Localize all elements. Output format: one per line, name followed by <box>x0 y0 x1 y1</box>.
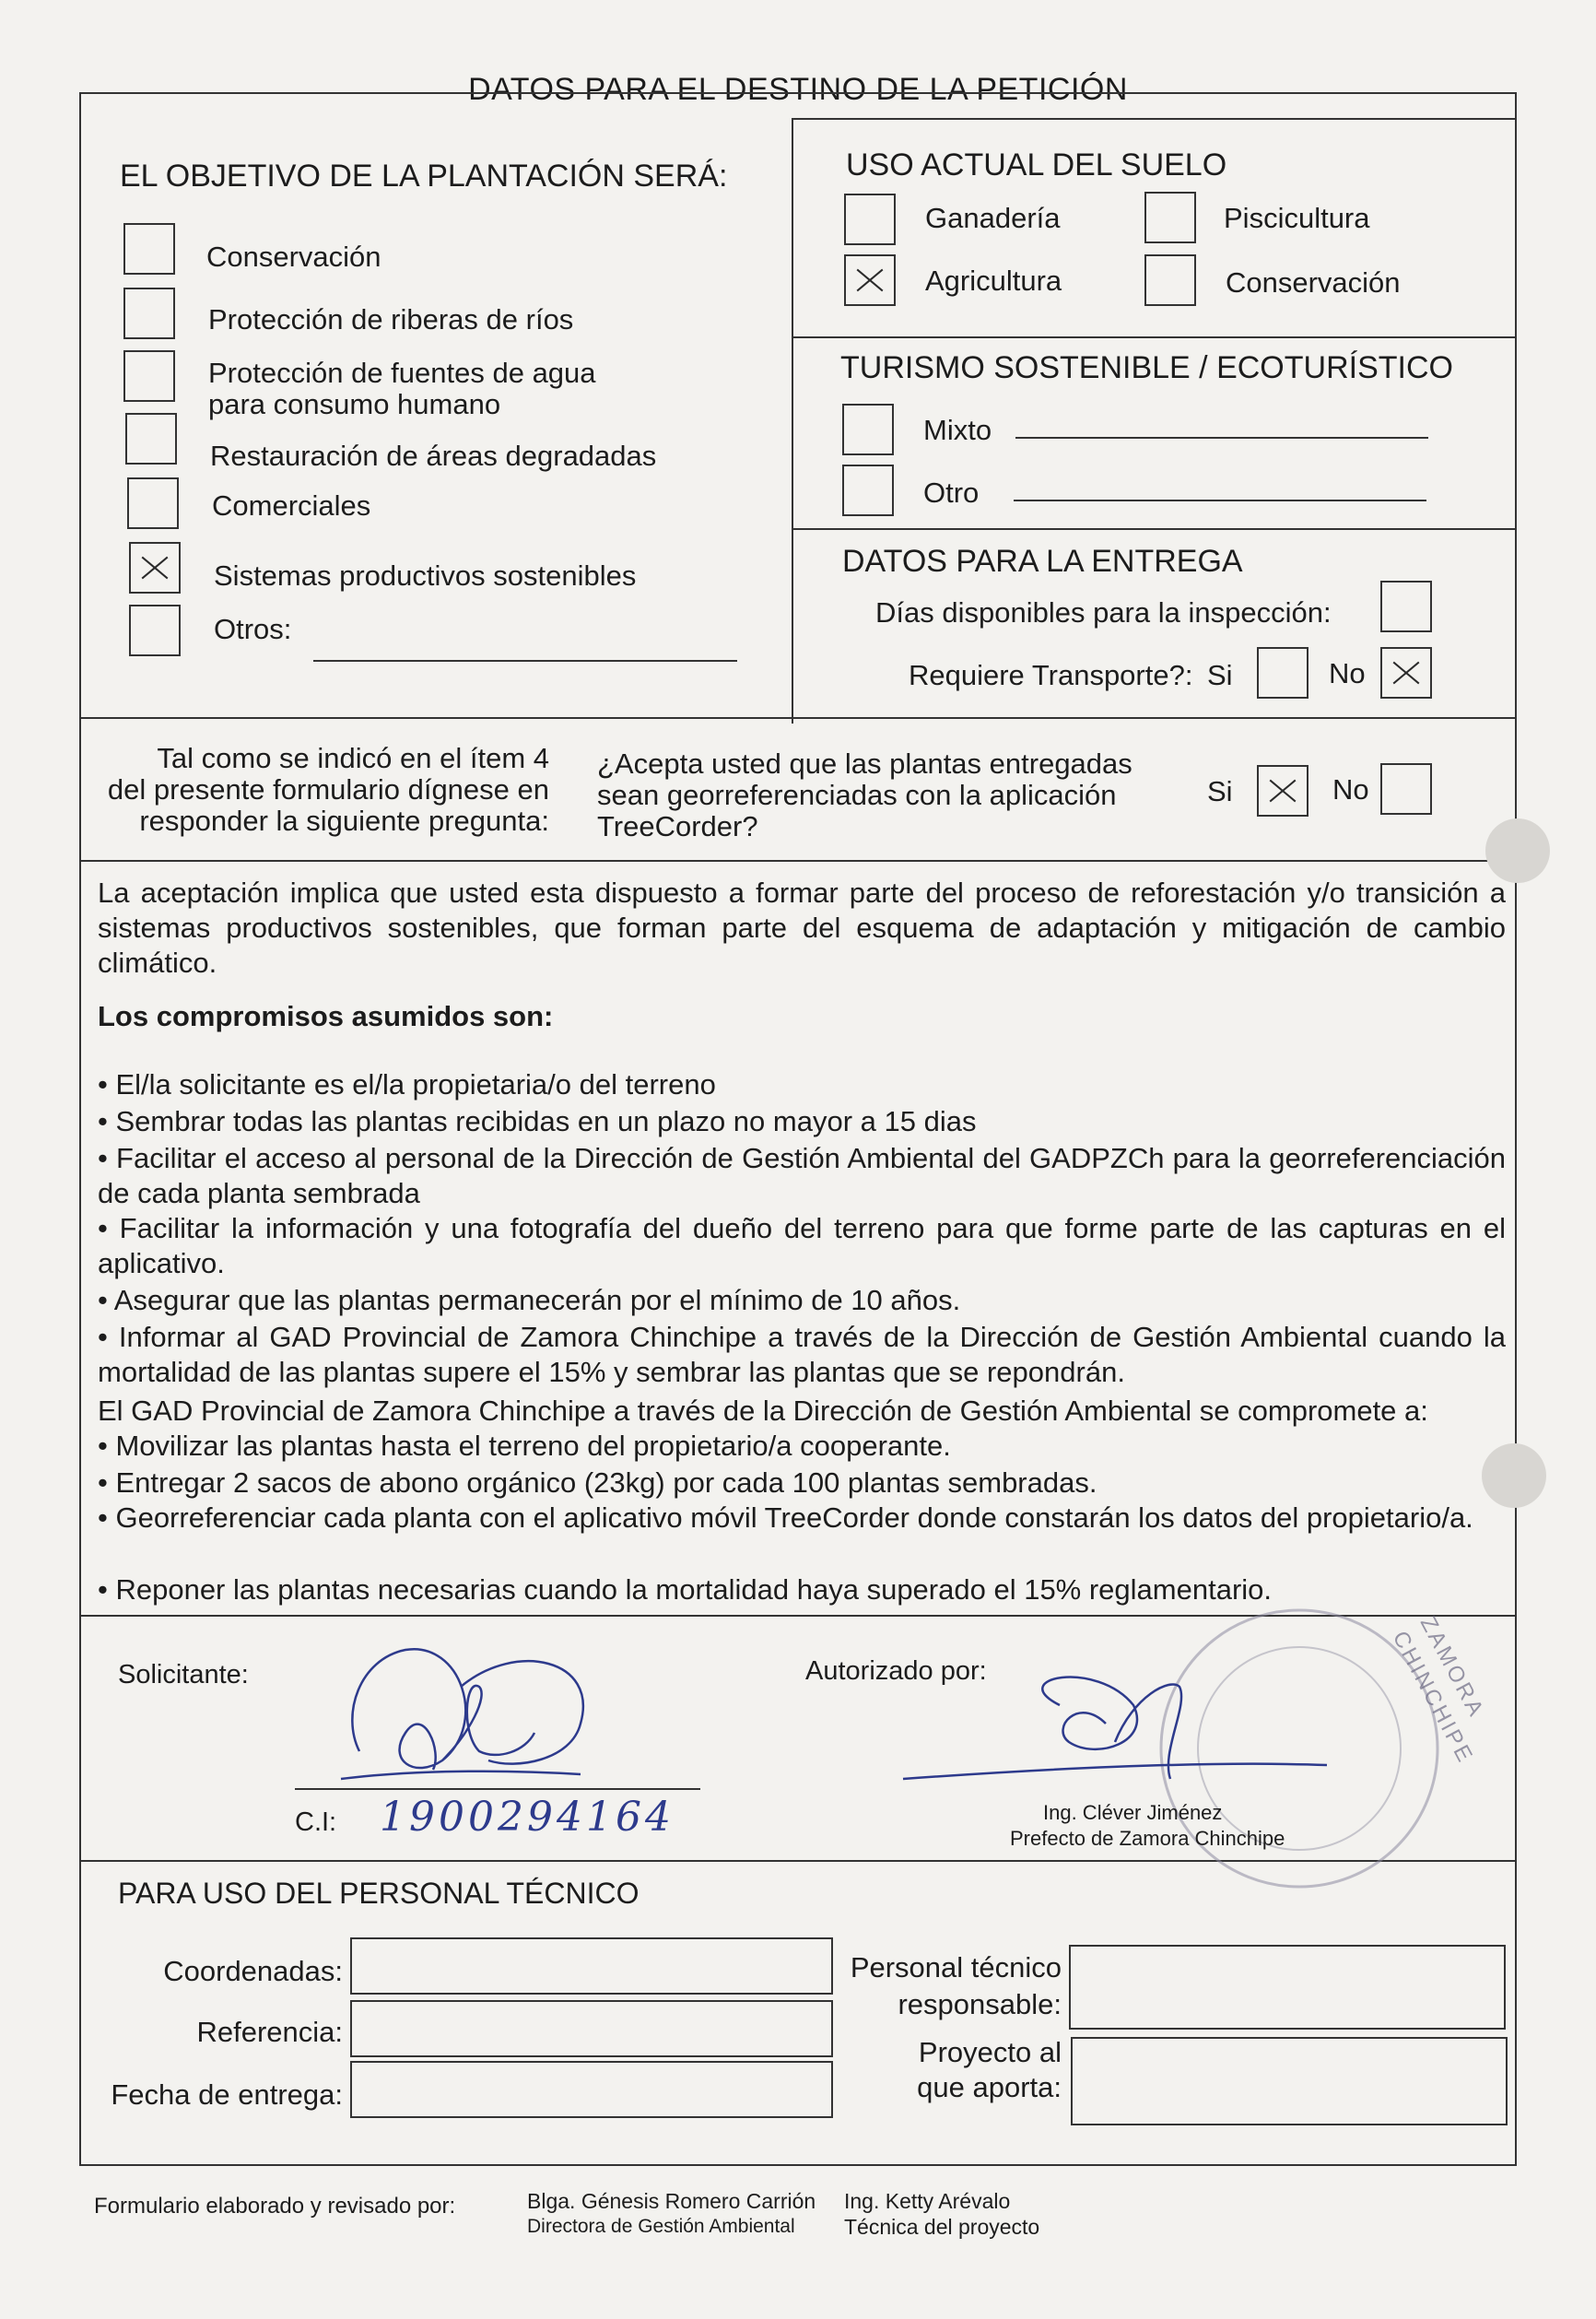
divider-uso-turismo <box>792 336 1517 338</box>
divider-turismo-entrega <box>792 528 1517 530</box>
checkbox-agricultura[interactable] <box>844 254 896 306</box>
entrega-heading: DATOS PARA LA ENTREGA <box>842 544 1243 579</box>
checkbox-transporte-si[interactable] <box>1257 647 1308 699</box>
label-comerciales: Comerciales <box>212 489 371 522</box>
checkbox-fuentes-agua[interactable] <box>123 350 175 402</box>
checkbox-restauracion[interactable] <box>125 413 177 465</box>
uso-suelo-heading: USO ACTUAL DEL SUELO <box>846 147 1227 182</box>
compromisos-heading: Los compromisos asumidos son: <box>98 1000 554 1032</box>
footer-person2-name: Ing. Ketty Arévalo <box>844 2189 1011 2213</box>
checkbox-comerciales[interactable] <box>127 477 179 529</box>
compromiso-solicitante-1: • El/la solicitante es el/la propietaria/o del terreno <box>98 1068 716 1101</box>
label-otros: Otros: <box>214 613 292 645</box>
checkbox-pregunta-no[interactable] <box>1380 763 1432 815</box>
compromiso-solicitante-4: • Facilitar la información y una fotografía del dueño del terreno para que forme parte de las capturas en el aplicativo. <box>98 1212 1506 1279</box>
divider-top-vertical <box>792 118 793 724</box>
otro-underline[interactable] <box>1014 500 1426 501</box>
compromiso-solicitante-5: • Asegurar que las plantas permanecerán por el mínimo de 10 años. <box>98 1284 961 1316</box>
proyecto-field[interactable] <box>1071 2037 1508 2125</box>
label-transporte-si: Si <box>1207 659 1233 691</box>
label-dias-inspeccion: Días disponibles para la inspección: <box>875 596 1332 629</box>
pregunta-intro-3: responder la siguiente pregunta: <box>139 805 549 837</box>
pregunta-intro-1: Tal como se indicó en el ítem 4 <box>157 742 549 774</box>
compromiso-gad-1: • Movilizar las plantas hasta el terreno del propietario/a cooperante. <box>98 1430 951 1462</box>
punch-hole-top <box>1485 818 1550 883</box>
turismo-heading: TURISMO SOSTENIBLE / ECOTURÍSTICO <box>840 350 1453 385</box>
label-referencia: Referencia: <box>196 2016 343 2048</box>
checkbox-ganaderia[interactable] <box>844 194 896 245</box>
signature-autorizado <box>894 1641 1336 1797</box>
checkbox-riberas[interactable] <box>123 288 175 339</box>
label-restauracion: Restauración de áreas degradadas <box>210 440 657 472</box>
label-coordenadas: Coordenadas: <box>163 1955 343 1987</box>
label-fecha-entrega: Fecha de entrega: <box>111 2078 343 2111</box>
pregunta-texto-2: sean georreferenciadas con la aplicación <box>597 779 1117 811</box>
checkbox-transporte-no[interactable] <box>1380 647 1432 699</box>
divider-top-pregunta <box>79 717 1517 719</box>
label-ganaderia: Ganadería <box>925 202 1061 234</box>
signature-line-solicitante <box>295 1788 700 1790</box>
seal-text: ZAMORA CHINCHIPE <box>1387 1612 1489 1769</box>
label-autorizado: Autorizado por: <box>805 1656 987 1686</box>
pregunta-texto-3: TreeCorder? <box>597 810 758 842</box>
compromiso-gad-2: • Entregar 2 sacos de abono orgánico (23kg) por cada 100 plantas sembradas. <box>98 1466 1097 1499</box>
label-conservacion-suelo: Conservación <box>1226 266 1401 299</box>
checkbox-conservacion-suelo[interactable] <box>1144 254 1196 306</box>
ci-value: 1900294164 <box>380 1794 675 1841</box>
label-transporte-no: No <box>1329 657 1366 689</box>
compromiso-gad-4: • Reponer las plantas necesarias cuando la mortalidad haya superado el 15% reglamentario. <box>98 1573 1273 1606</box>
label-piscicultura: Piscicultura <box>1224 202 1370 234</box>
label-pregunta-si: Si <box>1207 775 1233 807</box>
compromiso-solicitante-3: • Facilitar el acceso al personal de la Dirección de Gestión Ambiental del GADPZCh para la georreferenciación de cada planta sembrada <box>98 1142 1506 1209</box>
checkbox-dias-inspeccion[interactable] <box>1380 581 1432 632</box>
checkbox-sistemas-productivos[interactable] <box>129 542 181 594</box>
checkbox-mixto[interactable] <box>842 404 894 455</box>
label-requiere-transporte: Requiere Transporte?: <box>909 659 1193 691</box>
checkbox-pregunta-si[interactable] <box>1257 765 1308 817</box>
compromiso-solicitante-6: • Informar al GAD Provincial de Zamora Chinchipe a través de la Dirección de Gestión Ambiental cuando la mortalidad de las plantas supere el 15% y sembrar las plantas que se repondrán. <box>98 1321 1506 1388</box>
label-personal-2: responsable: <box>898 1988 1062 2020</box>
label-proyecto-1: Proyecto al <box>918 2036 1062 2068</box>
label-proyecto-2: que aporta: <box>917 2071 1062 2103</box>
compromiso-solicitante-2: • Sembrar todas las plantas recibidas en un plazo no mayor a 15 dias <box>98 1105 977 1137</box>
divider-top-right <box>792 118 1517 120</box>
label-fuentes-agua-1: Protección de fuentes de agua <box>208 357 596 389</box>
objetivo-heading: EL OBJETIVO DE LA PLANTACIÓN SERÁ: <box>120 159 728 194</box>
signature-solicitante <box>304 1622 608 1797</box>
tecnico-heading: PARA USO DEL PERSONAL TÉCNICO <box>118 1877 640 1910</box>
punch-hole-bottom <box>1482 1443 1546 1508</box>
personal-tecnico-field[interactable] <box>1069 1945 1506 2030</box>
label-pregunta-no: No <box>1332 773 1369 806</box>
checkbox-otro-turismo[interactable] <box>842 465 894 516</box>
label-riberas: Protección de riberas de ríos <box>208 303 574 335</box>
checkbox-otros[interactable] <box>129 605 181 656</box>
mixto-underline[interactable] <box>1015 437 1428 439</box>
label-sistemas-productivos: Sistemas productivos sostenibles <box>214 559 637 592</box>
coordenadas-field[interactable] <box>350 1937 833 1995</box>
otros-underline[interactable] <box>313 660 737 662</box>
label-personal-1: Personal técnico <box>850 1951 1062 1984</box>
footer-label: Formulario elaborado y revisado por: <box>94 2194 456 2219</box>
pregunta-texto-1: ¿Acepta usted que las plantas entregadas <box>597 747 1132 780</box>
compromisos-intro: La aceptación implica que usted esta dispuesto a formar parte del proceso de reforestación y/o transición a sistemas productivos sostenibles, que forman parte del esquema de adaptación y mitigación de cambio climático. <box>98 877 1506 979</box>
label-otro-turismo: Otro <box>923 477 980 509</box>
autorizado-title: Prefecto de Zamora Chinchipe <box>1010 1827 1285 1850</box>
compromiso-gad-3: • Georreferenciar cada planta con el aplicativo móvil TreeCorder donde constarán los datos del propietario/a. <box>98 1501 1473 1534</box>
label-solicitante: Solicitante: <box>118 1660 249 1689</box>
label-ci: C.I: <box>295 1807 337 1837</box>
referencia-field[interactable] <box>350 2000 833 2057</box>
compromisos-gad-intro: El GAD Provincial de Zamora Chinchipe a través de la Dirección de Gestión Ambiental se compromete a: <box>98 1395 1428 1427</box>
divider-pregunta-compromisos <box>79 860 1517 862</box>
checkbox-conservacion[interactable] <box>123 223 175 275</box>
checkbox-piscicultura[interactable] <box>1144 192 1196 243</box>
label-mixto: Mixto <box>923 414 992 446</box>
document-title: DATOS PARA EL DESTINO DE LA PETICIÓN <box>468 72 1128 107</box>
footer-person2-title: Técnica del proyecto <box>844 2215 1040 2239</box>
footer-person1-title: Directora de Gestión Ambiental <box>527 2216 795 2237</box>
label-agricultura: Agricultura <box>925 265 1062 297</box>
autorizado-name: Ing. Cléver Jiménez <box>1043 1801 1223 1824</box>
pregunta-intro-2: del presente formulario dígnese en <box>107 773 549 806</box>
fecha-entrega-field[interactable] <box>350 2061 833 2118</box>
footer-person1-name: Blga. Génesis Romero Carrión <box>527 2189 816 2213</box>
label-conservacion: Conservación <box>206 241 381 273</box>
label-fuentes-agua-2: para consumo humano <box>208 388 501 420</box>
